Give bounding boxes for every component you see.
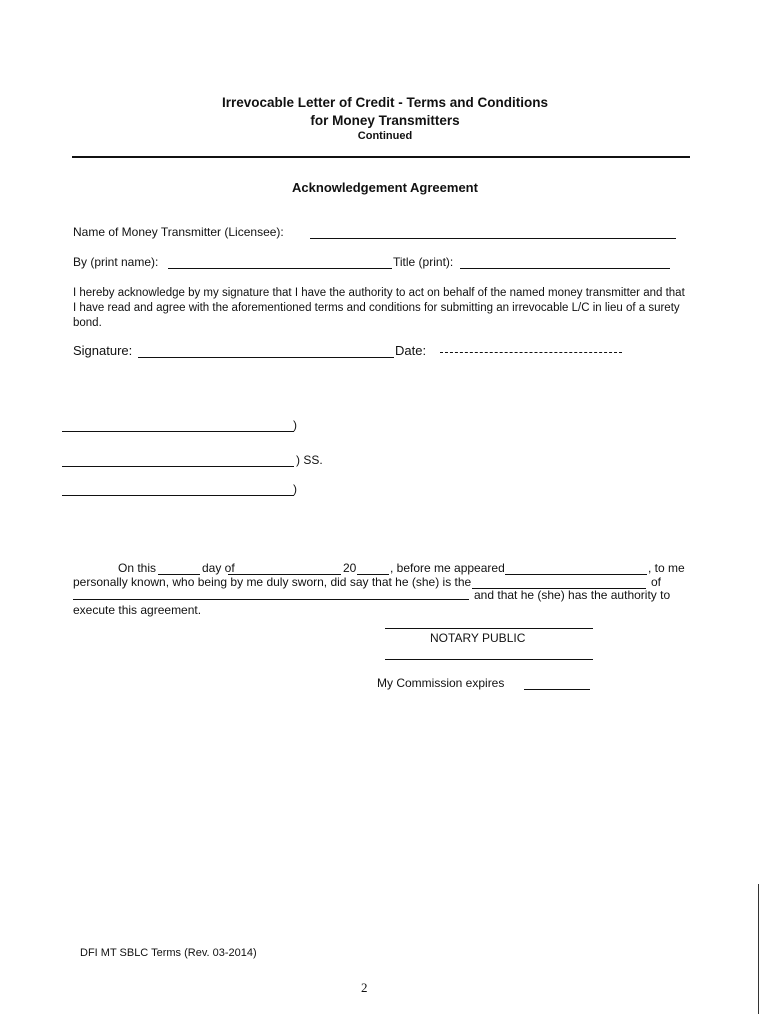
venue-ss-label: ) SS. bbox=[296, 453, 323, 467]
acknowledgement-paragraph: I hereby acknowledge by my signature that I have the authority to act on behalf of the named money transmitter and that I have read and agree with the aforementioned terms and conditions for submitting an irrevocable L/C in lieu of a surety bond. bbox=[73, 287, 685, 329]
venue-county-line[interactable] bbox=[62, 466, 294, 467]
of-label: of bbox=[651, 575, 662, 589]
title-field[interactable] bbox=[460, 268, 670, 269]
section-title: Acknowledgement Agreement bbox=[292, 180, 478, 195]
venue-city-line[interactable] bbox=[62, 495, 294, 496]
notary-name-line[interactable] bbox=[385, 659, 593, 660]
before-me-label: , before me appeared bbox=[390, 561, 505, 575]
document-title-line2: for Money Transmitters bbox=[310, 113, 460, 128]
scan-edge-line bbox=[758, 884, 759, 1014]
transmitter-name-field[interactable] bbox=[310, 238, 676, 239]
venue-paren-1: ) bbox=[293, 418, 297, 432]
title-print-label: Title (print): bbox=[393, 255, 454, 269]
page-number: 2 bbox=[361, 980, 368, 995]
commission-date-field[interactable] bbox=[524, 689, 590, 690]
notary-public-label: NOTARY PUBLIC bbox=[430, 631, 526, 645]
on-this-label: On this bbox=[118, 561, 157, 575]
notary-signature-line[interactable] bbox=[385, 628, 593, 629]
execute-text: execute this agreement. bbox=[73, 603, 202, 617]
signature-field[interactable] bbox=[138, 357, 394, 358]
continued-label: Continued bbox=[357, 130, 413, 142]
date-field[interactable] bbox=[440, 352, 622, 353]
signature-label: Signature: bbox=[73, 343, 133, 358]
to-me-label: , to me bbox=[648, 561, 685, 575]
by-print-name-label: By (print name): bbox=[73, 255, 159, 269]
form-id: DFI MT SBLC Terms (Rev. 03-2014) bbox=[80, 947, 257, 959]
header-rule bbox=[72, 156, 690, 158]
appeared-name-field[interactable] bbox=[505, 574, 647, 575]
personally-known-text: personally known, who being by me duly sworn, did say that he (she) is the bbox=[73, 575, 472, 589]
year-prefix-label: 20 bbox=[343, 561, 357, 575]
company-field[interactable] bbox=[73, 599, 469, 600]
venue-paren-3: ) bbox=[293, 482, 297, 496]
venue-state-line[interactable] bbox=[62, 431, 294, 432]
day-of-label: day of bbox=[202, 561, 235, 575]
date-label: Date: bbox=[395, 343, 427, 358]
authority-text: and that he (she) has the authority to bbox=[474, 588, 671, 602]
transmitter-label: Name of Money Transmitter (Licensee): bbox=[73, 225, 284, 239]
commission-expires-label: My Commission expires bbox=[377, 676, 505, 690]
print-name-field[interactable] bbox=[168, 268, 392, 269]
document-title-line1: Irrevocable Letter of Credit - Terms and Conditions bbox=[221, 95, 549, 110]
